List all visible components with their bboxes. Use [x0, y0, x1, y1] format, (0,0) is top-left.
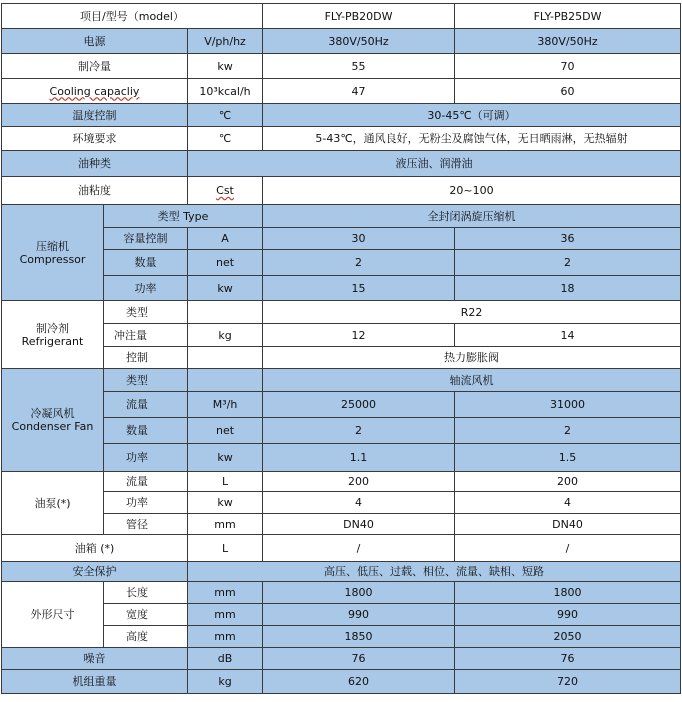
row-pump-flow	[2, 472, 681, 492]
value-fan-qty-b: 2	[455, 418, 681, 444]
label-fan-power: 功率	[104, 444, 188, 472]
label-dim-width: 宽度	[104, 604, 188, 626]
row-refrigerant-charge	[2, 324, 681, 347]
group-fan-en: Condenser Fan	[11, 420, 94, 433]
row-cooling-kcal	[2, 79, 681, 104]
row-fan-qty	[2, 418, 681, 444]
unit-pump-pipe: mm	[188, 514, 263, 535]
value-compressor-type: 全封闭涡旋压缩机	[263, 205, 681, 228]
label-fan-qty: 数量	[104, 418, 188, 444]
label-refrigerant-charge: 冲注量	[104, 324, 188, 347]
value-dim-height-b: 2050	[455, 626, 681, 648]
unit-compressor-power: kw	[188, 276, 263, 301]
row-compressor-type	[2, 205, 681, 228]
value-tank-a: /	[263, 535, 455, 562]
unit-viscosity: Cst	[216, 184, 234, 197]
header-model-a: FLY-PB20DW	[263, 4, 455, 29]
value-temp: 30-45℃（可调）	[263, 104, 681, 127]
label-dim-height: 高度	[104, 626, 188, 648]
value-cooling-kcal-b: 60	[455, 79, 681, 104]
value-power-a: 380V/50Hz	[263, 29, 455, 54]
row-power	[2, 29, 681, 54]
unit-fan-power: kw	[188, 444, 263, 472]
row-cooling-kw	[2, 54, 681, 79]
row-fan-power	[2, 444, 681, 472]
value-weight-a: 620	[263, 670, 455, 694]
value-dim-width-a: 990	[263, 604, 455, 626]
row-dim-length	[2, 582, 681, 604]
value-compressor-power-a: 15	[263, 276, 455, 301]
value-refrigerant-charge-a: 12	[263, 324, 455, 347]
value-fan-flow-a: 25000	[263, 392, 455, 418]
row-refrigerant-type	[2, 301, 681, 324]
value-refrigerant-charge-b: 14	[455, 324, 681, 347]
row-fan-type	[2, 369, 681, 392]
label-temp: 温度控制	[2, 104, 188, 127]
unit-weight: kg	[188, 670, 263, 694]
label-compressor-power: 功率	[104, 276, 188, 301]
unit-fan-qty: net	[188, 418, 263, 444]
row-weight	[2, 670, 681, 694]
group-fan-cn: 冷凝风机	[30, 407, 75, 420]
group-refrigerant-en: Refrigerant	[21, 334, 84, 348]
value-oil-type: 液压油、润滑油	[188, 151, 681, 177]
value-fan-flow-b: 31000	[455, 392, 681, 418]
value-compressor-capacity-b: 36	[455, 228, 681, 250]
value-noise-b: 76	[455, 648, 681, 670]
row-oil-type	[2, 151, 681, 177]
value-cooling-kcal-a: 47	[263, 79, 455, 104]
row-fan-flow	[2, 392, 681, 418]
header-model-b: FLY-PB25DW	[455, 4, 681, 29]
group-pump: 油泵(*)	[2, 472, 104, 535]
row-viscosity	[2, 177, 681, 205]
value-fan-qty-a: 2	[263, 418, 455, 444]
row-refrigerant-control	[2, 347, 681, 369]
unit-dim-height: mm	[188, 626, 263, 648]
group-dimensions: 外形尺寸	[2, 582, 104, 648]
row-pump-pipe	[2, 514, 681, 535]
value-refrigerant-type: R22	[263, 301, 681, 324]
value-noise-a: 76	[263, 648, 455, 670]
value-env: 5-43℃，通风良好，无粉尘及腐蚀气体，无日晒雨淋，无热辐射	[263, 127, 681, 151]
value-cooling-kw-b: 70	[455, 54, 681, 79]
value-pump-flow-b: 200	[455, 472, 681, 492]
label-tank: 油箱 (*)	[2, 535, 188, 562]
unit-dim-width: mm	[188, 604, 263, 626]
row-env	[2, 127, 681, 151]
unit-cooling-kw: kw	[188, 54, 263, 79]
label-fan-type: 类型	[104, 369, 188, 392]
label-viscosity: 油粘度	[2, 177, 188, 205]
value-weight-b: 720	[455, 670, 681, 694]
value-dim-width-b: 990	[455, 604, 681, 626]
group-compressor-cn: 压缩机	[36, 239, 69, 253]
row-temp	[2, 104, 681, 127]
value-pump-power-b: 4	[455, 492, 681, 514]
header-item: 项目/型号（model）	[2, 4, 263, 29]
row-compressor-capacity	[2, 228, 681, 250]
group-compressor	[2, 205, 104, 301]
value-compressor-power-b: 18	[455, 276, 681, 301]
row-compressor-power	[2, 276, 681, 301]
unit-env: ℃	[188, 127, 263, 151]
label-power: 电源	[2, 29, 188, 54]
value-fan-type: 轴流风机	[263, 369, 681, 392]
row-compressor-qty	[2, 250, 681, 276]
value-dim-height-a: 1850	[263, 626, 455, 648]
value-fan-power-a: 1.1	[263, 444, 455, 472]
unit-temp: ℃	[188, 104, 263, 127]
group-refrigerant-cn: 制冷剂	[36, 321, 69, 335]
row-dim-height	[2, 626, 681, 648]
group-fan	[2, 369, 104, 472]
value-refrigerant-control: 热力膨胀阀	[263, 347, 681, 369]
row-noise	[2, 648, 681, 670]
value-pump-pipe-a: DN40	[263, 514, 455, 535]
label-refrigerant-control: 控制	[104, 347, 188, 369]
value-dim-length-a: 1800	[263, 582, 455, 604]
unit-fan-flow: M³/h	[188, 392, 263, 418]
label-env: 环境要求	[2, 127, 188, 151]
label-compressor-type: 类型 Type	[104, 205, 263, 228]
value-compressor-qty-a: 2	[263, 250, 455, 276]
label-cooling-kcal: Cooling capacliy	[49, 84, 140, 98]
value-compressor-capacity-a: 30	[263, 228, 455, 250]
group-refrigerant	[2, 301, 104, 369]
unit-refrigerant-charge: kg	[188, 324, 263, 347]
value-pump-pipe-b: DN40	[455, 514, 681, 535]
unit-compressor-capacity: A	[188, 228, 263, 250]
label-refrigerant-type: 类型	[104, 301, 188, 324]
row-pump-power	[2, 492, 681, 514]
value-tank-b: /	[455, 535, 681, 562]
spec-table	[1, 3, 681, 694]
group-compressor-en: Compressor	[19, 252, 86, 266]
value-pump-flow-a: 200	[263, 472, 455, 492]
unit-tank: L	[188, 535, 263, 562]
unit-compressor-qty: net	[188, 250, 263, 276]
label-noise: 噪音	[2, 648, 188, 670]
value-cooling-kw-a: 55	[263, 54, 455, 79]
value-viscosity: 20~100	[263, 177, 681, 205]
value-dim-length-b: 1800	[455, 582, 681, 604]
label-pump-flow: 流量	[104, 472, 188, 492]
label-cooling-kw: 制冷量	[2, 54, 188, 79]
label-fan-flow: 流量	[104, 392, 188, 418]
label-weight: 机组重量	[2, 670, 188, 694]
unit-cooling-kcal: 10³kcal/h	[188, 79, 263, 104]
value-fan-power-b: 1.5	[455, 444, 681, 472]
label-dim-length: 长度	[104, 582, 188, 604]
unit-pump-flow: L	[188, 472, 263, 492]
label-pump-power: 功率	[104, 492, 188, 514]
label-compressor-capacity: 容量控制	[104, 228, 188, 250]
label-safety: 安全保护	[2, 562, 188, 582]
row-dim-width	[2, 604, 681, 626]
unit-noise: dB	[188, 648, 263, 670]
label-pump-pipe: 管径	[104, 514, 188, 535]
header-row	[2, 4, 681, 29]
unit-power: V/ph/hz	[188, 29, 263, 54]
row-tank	[2, 535, 681, 562]
value-safety: 高压、低压、过载、相位、流量、缺相、短路	[188, 562, 681, 582]
unit-pump-power: kw	[188, 492, 263, 514]
label-compressor-qty: 数量	[104, 250, 188, 276]
row-safety	[2, 562, 681, 582]
label-oil-type: 油种类	[2, 151, 188, 177]
value-power-b: 380V/50Hz	[455, 29, 681, 54]
unit-dim-length: mm	[188, 582, 263, 604]
value-compressor-qty-b: 2	[455, 250, 681, 276]
value-pump-power-a: 4	[263, 492, 455, 514]
